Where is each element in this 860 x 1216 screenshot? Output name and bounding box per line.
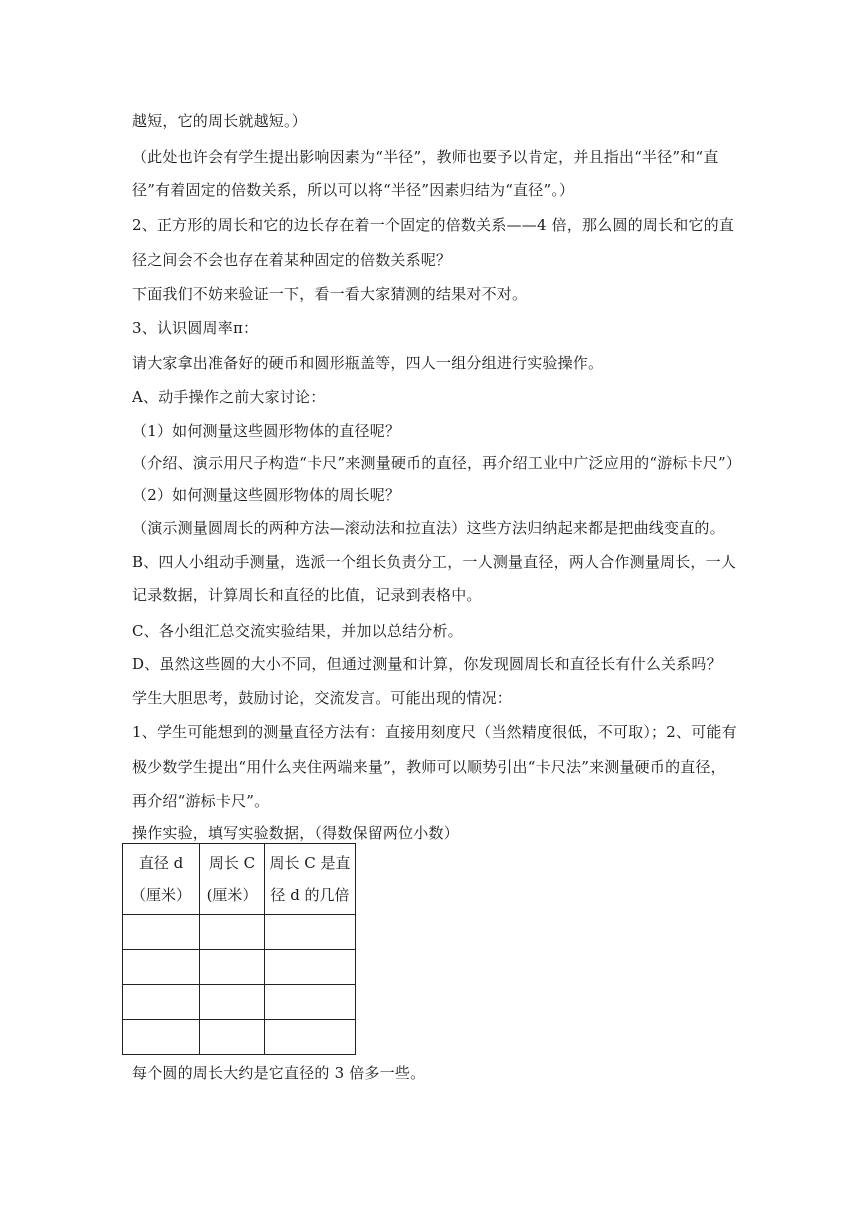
- table-header-row: [123, 844, 356, 915]
- paragraph-line: 请大家拿出准备好的硬币和圆形瓶盖等，四人一组分组进行实验操作。: [132, 354, 604, 372]
- header-cell-diameter: 直径 d （厘米）: [123, 844, 200, 915]
- paragraph-line: 操作实验，填写实验数据，（得数保留两位小数）: [132, 824, 459, 842]
- paragraph-line: C、各小组汇总交流实验结果，并加以总结分析。: [132, 622, 463, 640]
- paragraph-line: A、动手操作之前大家讨论：: [132, 388, 326, 406]
- paragraph-line: （演示测量圆周长的两种方法—滚动法和拉直法）这些方法归纳起来都是把曲线变直的。: [132, 519, 725, 537]
- paragraph-line: 记录数据，计算周长和直径的比值，记录到表格中。: [132, 586, 482, 604]
- paragraph-line: （介绍、演示用尺子构造“卡尺”来测量硬币的直径，再介绍工业中广泛应用的“游标卡尺”）: [132, 454, 742, 472]
- paragraph-line: （此处也许会有学生提出影响因素为“半径”，教师也要予以肯定，并且指出“半径”和“直: [132, 148, 719, 166]
- table-cell[interactable]: [200, 1020, 265, 1055]
- paragraph-line: 越短，它的周长就越短。）: [132, 112, 307, 130]
- table-row: [123, 1020, 356, 1055]
- table-cell[interactable]: [123, 915, 200, 950]
- section-heading: 3、认识圆周率π：: [132, 319, 259, 337]
- paragraph-line: 1、学生可能想到的测量直径方法有：直接用刻度尺（当然精度很低，不可取）；2、可能有: [132, 723, 737, 741]
- header-cell-ratio: 周长 C 是直 径 d 的几倍: [265, 844, 356, 915]
- table-cell[interactable]: [200, 950, 265, 985]
- paragraph-line: （2）如何测量这些圆形物体的周长呢？: [132, 486, 401, 504]
- table-cell[interactable]: [265, 985, 356, 1020]
- table-cell[interactable]: [200, 915, 265, 950]
- table-row: [123, 915, 356, 950]
- paragraph-line: 2、正方形的周长和它的边长存在着一个固定的倍数关系——4 倍，那么圆的周长和它的直: [132, 216, 735, 234]
- table-cell[interactable]: [265, 1020, 356, 1055]
- paragraph-line: 极少数学生提出“用什么夹住两端来量”，教师可以顺势引出“卡尺法”来测量硬币的直径，: [132, 758, 726, 776]
- table-cell[interactable]: [265, 915, 356, 950]
- table-row: [123, 985, 356, 1020]
- paragraph-line: 径之间会不会也存在着某种固定的倍数关系呢？: [132, 251, 452, 269]
- paragraph-line: 下面我们不妨来验证一下，看一看大家猜测的结果对不对。: [132, 285, 528, 303]
- paragraph-line: （1）如何测量这些圆形物体的直径呢？: [132, 422, 401, 440]
- experiment-data-table: [122, 843, 356, 1055]
- table-row: [123, 950, 356, 985]
- table-cell[interactable]: [265, 950, 356, 985]
- paragraph-line: D、虽然这些圆的大小不同，但通过测量和计算，你发现圆周长和直径长有什么关系吗？: [132, 655, 722, 673]
- table-cell[interactable]: [123, 1020, 200, 1055]
- paragraph-line: B、四人小组动手测量，选派一个组长负责分工，一人测量直径，两人合作测量周长，一人: [132, 553, 737, 571]
- header-cell-circumference: 周长 C (厘米）: [200, 844, 265, 915]
- table-cell[interactable]: [123, 985, 200, 1020]
- paragraph-line: 径”有着固定的倍数关系，所以可以将“半径”因素归结为“直径”。）: [132, 181, 575, 199]
- table-cell[interactable]: [200, 985, 265, 1020]
- table-cell[interactable]: [123, 950, 200, 985]
- conclusion-line: 每个圆的周长大约是它直径的 3 倍多一些。: [132, 1064, 426, 1082]
- paragraph-line: 学生大胆思考，鼓励讨论，交流发言。可能出现的情况：: [132, 689, 513, 707]
- paragraph-line: 再介绍“游标卡尺”。: [132, 792, 270, 810]
